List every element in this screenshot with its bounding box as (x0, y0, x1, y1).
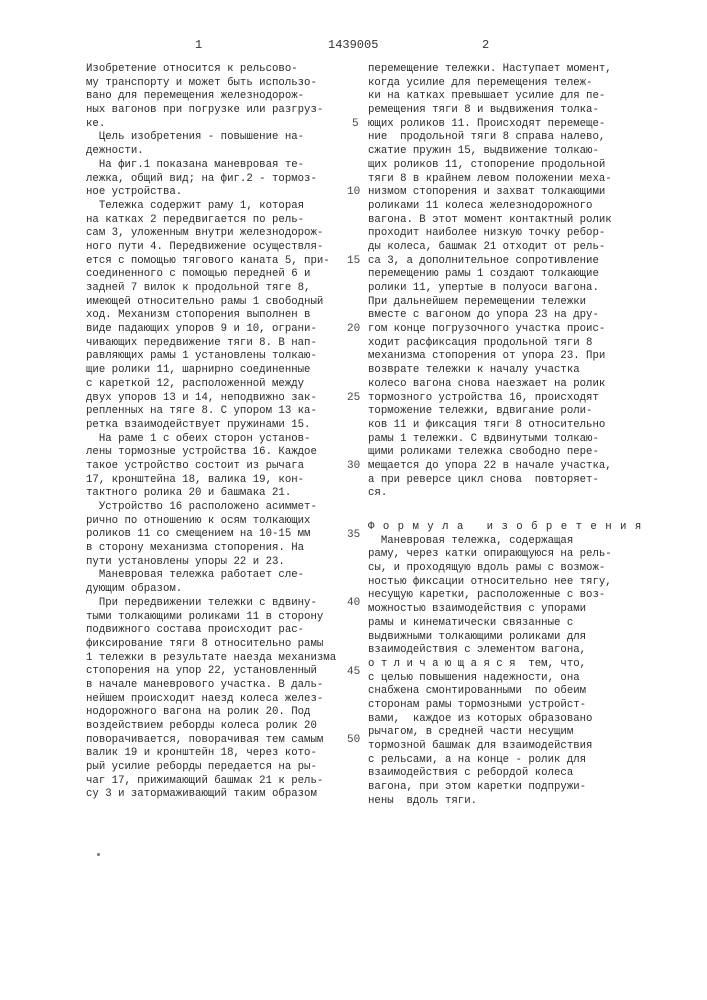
text-line: му транспорту и может быть использо- (86, 77, 342, 91)
patent-number: 1439005 (328, 38, 378, 52)
text-line: ды колеса, башмак 21 отходит от рель- (368, 241, 638, 255)
text-line: ролики 11, упертые в полуоси вагона. (368, 282, 638, 296)
text-line: щие ролики 11, шарнирно соединенные (86, 364, 342, 378)
text-line: подвижного состава происходит рас- (86, 624, 342, 638)
text-line: роликами 11 колеса железнодорожного (368, 200, 638, 214)
line-number: 10 (347, 186, 360, 199)
text-line: когда усилие для перемещения тележ- (368, 77, 638, 91)
text-line: тыми толкающими роликами 11 в сторону (86, 611, 342, 625)
text-line: сжатие пружин 15, выдвижение толкаю- (368, 145, 638, 159)
right-column (368, 63, 638, 808)
page-number-left: 1 (195, 38, 202, 52)
text-line: щих роликов 11, стопорение продольной (368, 159, 638, 173)
text-line: рично по отношению к осям толкающих (86, 515, 342, 529)
text-line: На раме 1 с обеих сторон установ- (86, 433, 342, 447)
claim-line: снабжена смонтированными по обеим (368, 685, 638, 699)
text-line: чивающих передвижение тяги 8. В нап- (86, 337, 342, 351)
text-line: тормозного устройства 16, происходят (368, 392, 638, 406)
claim-line: выдвижными толкающими роликами для (368, 631, 638, 645)
line-number: 30 (347, 460, 360, 473)
text-line: дующим образом. (86, 583, 342, 597)
text-line: 1 тележки в результате наезда механизма (86, 652, 342, 666)
text-line: ков 11 и фиксация тяги 8 относительно (368, 419, 638, 433)
text-line: Тележка содержит раму 1, которая (86, 200, 342, 214)
scan-speck (97, 853, 100, 856)
text-line: ется с помощью тягового каната 5, при- (86, 255, 342, 269)
text-line: лежка, общий вид; на фиг.2 - тормоз- (86, 173, 342, 187)
line-number: 40 (347, 597, 360, 610)
text-line: репленных на тяге 8. С упором 13 ка- (86, 405, 342, 419)
text-line: щими роликами тележка свободно пере- (368, 446, 638, 460)
text-line: ход. Механизм стопорения выполнен в (86, 309, 342, 323)
line-number: 5 (352, 118, 359, 131)
text-line: вагона. В этот момент контактный ролик (368, 214, 638, 228)
text-line: ке. (86, 118, 342, 132)
text-line: поворачивается, поворачивая тем самым (86, 734, 342, 748)
text-line: Маневровая тележка работает сле- (86, 569, 342, 583)
text-line: чаг 17, прижимающий башмак 21 к рель- (86, 775, 342, 789)
text-line: задней 7 вилок к продольной тяге 8, (86, 282, 342, 296)
text-line: перемещению рамы 1 создают толкающие (368, 268, 638, 282)
text-line: ся. (368, 487, 638, 501)
text-line: фиксирование тяги 8 относительно рамы (86, 638, 342, 652)
claim-line: раму, через катки опирающуюся на рель- (368, 548, 638, 562)
text-line: двух упоров 13 и 14, неподвижно зак- (86, 392, 342, 406)
text-line: низмом стопорения и захват толкающими (368, 186, 638, 200)
text-line: а при реверсе цикл снова повторяет- (368, 474, 638, 488)
claim-line: можностью взаимодействия с упорами (368, 603, 638, 617)
text-line: равляющих рамы 1 установлены толкаю- (86, 350, 342, 364)
claim-line: взаимодействия с элементом вагона, (368, 644, 638, 658)
text-line: ное устройства. (86, 186, 342, 200)
line-number: 45 (347, 666, 360, 679)
line-number: 35 (347, 529, 360, 542)
claim-line: с целью повышения надежности, она (368, 672, 638, 686)
line-number: 20 (347, 323, 360, 336)
text-line: в начале маневрового участка. В даль- (86, 679, 342, 693)
text-line: в сторону механизма стопорения. На (86, 542, 342, 556)
text-line: колесо вагона снова наезжает на ролик (368, 378, 638, 392)
text-line: Изобретение относится к рельсово- (86, 63, 342, 77)
claim-line: сторонам рамы тормозными устройст- (368, 699, 638, 713)
text-line: са 3, а дополнительное сопротивление (368, 255, 638, 269)
text-line: ремещения тяги 8 и выдвижения толка- (368, 104, 638, 118)
claims-heading: Ф о р м у л а и з о б р е т е н и я (368, 521, 638, 535)
text-line: с кареткой 12, расположенной между (86, 378, 342, 392)
line-number: 25 (347, 392, 360, 405)
text-line: ющих роликов 11. Происходят перемеще- (368, 118, 638, 132)
claim-line: рамы и кинематически связанные с (368, 617, 638, 631)
text-line: ки на катках превышает усилие для пе- (368, 90, 638, 104)
text-line: вано для перемещения железнодорож- (86, 90, 342, 104)
text-line: Устройство 16 расположено асиммет- (86, 501, 342, 515)
page-number-right: 2 (482, 38, 489, 52)
text-line: сам 3, уложенным внутри железнодорож- (86, 227, 342, 241)
text-line: соединенного с помощью передней 6 и (86, 268, 342, 282)
blank-line (368, 501, 638, 521)
text-line: ретка взаимодействует пружинами 15. (86, 419, 342, 433)
text-line: гом конце погрузочного участка проис- (368, 323, 638, 337)
text-line: дежности. (86, 145, 342, 159)
text-line: стопорения на упор 22, установленный (86, 665, 342, 679)
claim-line: тормозной башмак для взаимодействия (368, 740, 638, 754)
text-line: На фиг.1 показана маневровая те- (86, 159, 342, 173)
text-line: нодорожного вагона на ролик 20. Под (86, 706, 342, 720)
line-number: 50 (347, 734, 360, 747)
text-line: возврате тележки к началу участка (368, 364, 638, 378)
claim-line: взаимодействия с ребордой колеса (368, 767, 638, 781)
text-line: валик 19 и кронштейн 18, через кото- (86, 747, 342, 761)
claim-line: Маневровая тележка, содержащая (368, 535, 638, 549)
text-line: имеющей относительно рамы 1 свободный (86, 296, 342, 310)
text-line: на катках 2 передвигается по рель- (86, 214, 342, 228)
text-line: Цель изобретения - повышение на- (86, 131, 342, 145)
text-line: тяги 8 в крайнем левом положении меха- (368, 173, 638, 187)
text-line: воздействием реборды колеса ролик 20 (86, 720, 342, 734)
text-line: рамы 1 тележки. С вдвинутыми толкаю- (368, 433, 638, 447)
text-line: мещается до упора 22 в начале участка, (368, 460, 638, 474)
text-line: лены тормозные устройства 16. Каждое (86, 446, 342, 460)
text-line: тактного ролика 20 и башмака 21. (86, 487, 342, 501)
text-line: ние продольной тяги 8 справа налево, (368, 131, 638, 145)
text-line: проходит наиболее низкую точку ребор- (368, 227, 638, 241)
text-line: нейшем происходит наезд колеса желез- (86, 693, 342, 707)
text-line: такое устройство состоит из рычага (86, 460, 342, 474)
text-line: роликов 11 со смещением на 10-15 мм (86, 528, 342, 542)
text-line: торможение тележки, вдвигание роли- (368, 405, 638, 419)
text-line: 17, кронштейна 18, валика 19, кон- (86, 474, 342, 488)
claim-line: несущую каретки, расположенные с воз- (368, 589, 638, 603)
text-line: пути установлены упоры 22 и 23. (86, 556, 342, 570)
text-line: перемещение тележки. Наступает момент, (368, 63, 638, 77)
text-line: При передвижении тележки с вдвину- (86, 597, 342, 611)
text-line: ного пути 4. Передвижение осуществля- (86, 241, 342, 255)
text-line: виде падающих упоров 9 и 10, ограни- (86, 323, 342, 337)
text-line: ных вагонов при погрузке или разгруз- (86, 104, 342, 118)
claim-line: о т л и ч а ю щ а я с я тем, что, (368, 658, 638, 672)
claim-line: с рельсами, а на конце - ролик для (368, 754, 638, 768)
left-column (86, 63, 342, 802)
text-line: су 3 и затормаживающий таким образом (86, 788, 342, 802)
text-line: механизма стопорения от упора 23. При (368, 350, 638, 364)
claim-line: ностью фиксации относительно нее тягу, (368, 576, 638, 590)
claim-line: нены вдоль тяги. (368, 795, 638, 809)
claim-line: сы, и проходящую вдоль рамы с возмож- (368, 562, 638, 576)
text-line: вместе с вагоном до упора 23 на дру- (368, 309, 638, 323)
text-line: ходит расфиксация продольной тяги 8 (368, 337, 638, 351)
claim-line: вами, каждое из которых образовано (368, 713, 638, 727)
claim-line: рычагом, в средней части несущим (368, 726, 638, 740)
line-number: 15 (347, 255, 360, 268)
text-line: рый усилие реборды передается на ры- (86, 761, 342, 775)
claim-line: вагона, при этом каретки подпружи- (368, 781, 638, 795)
text-line: При дальнейшем перемещении тележки (368, 296, 638, 310)
